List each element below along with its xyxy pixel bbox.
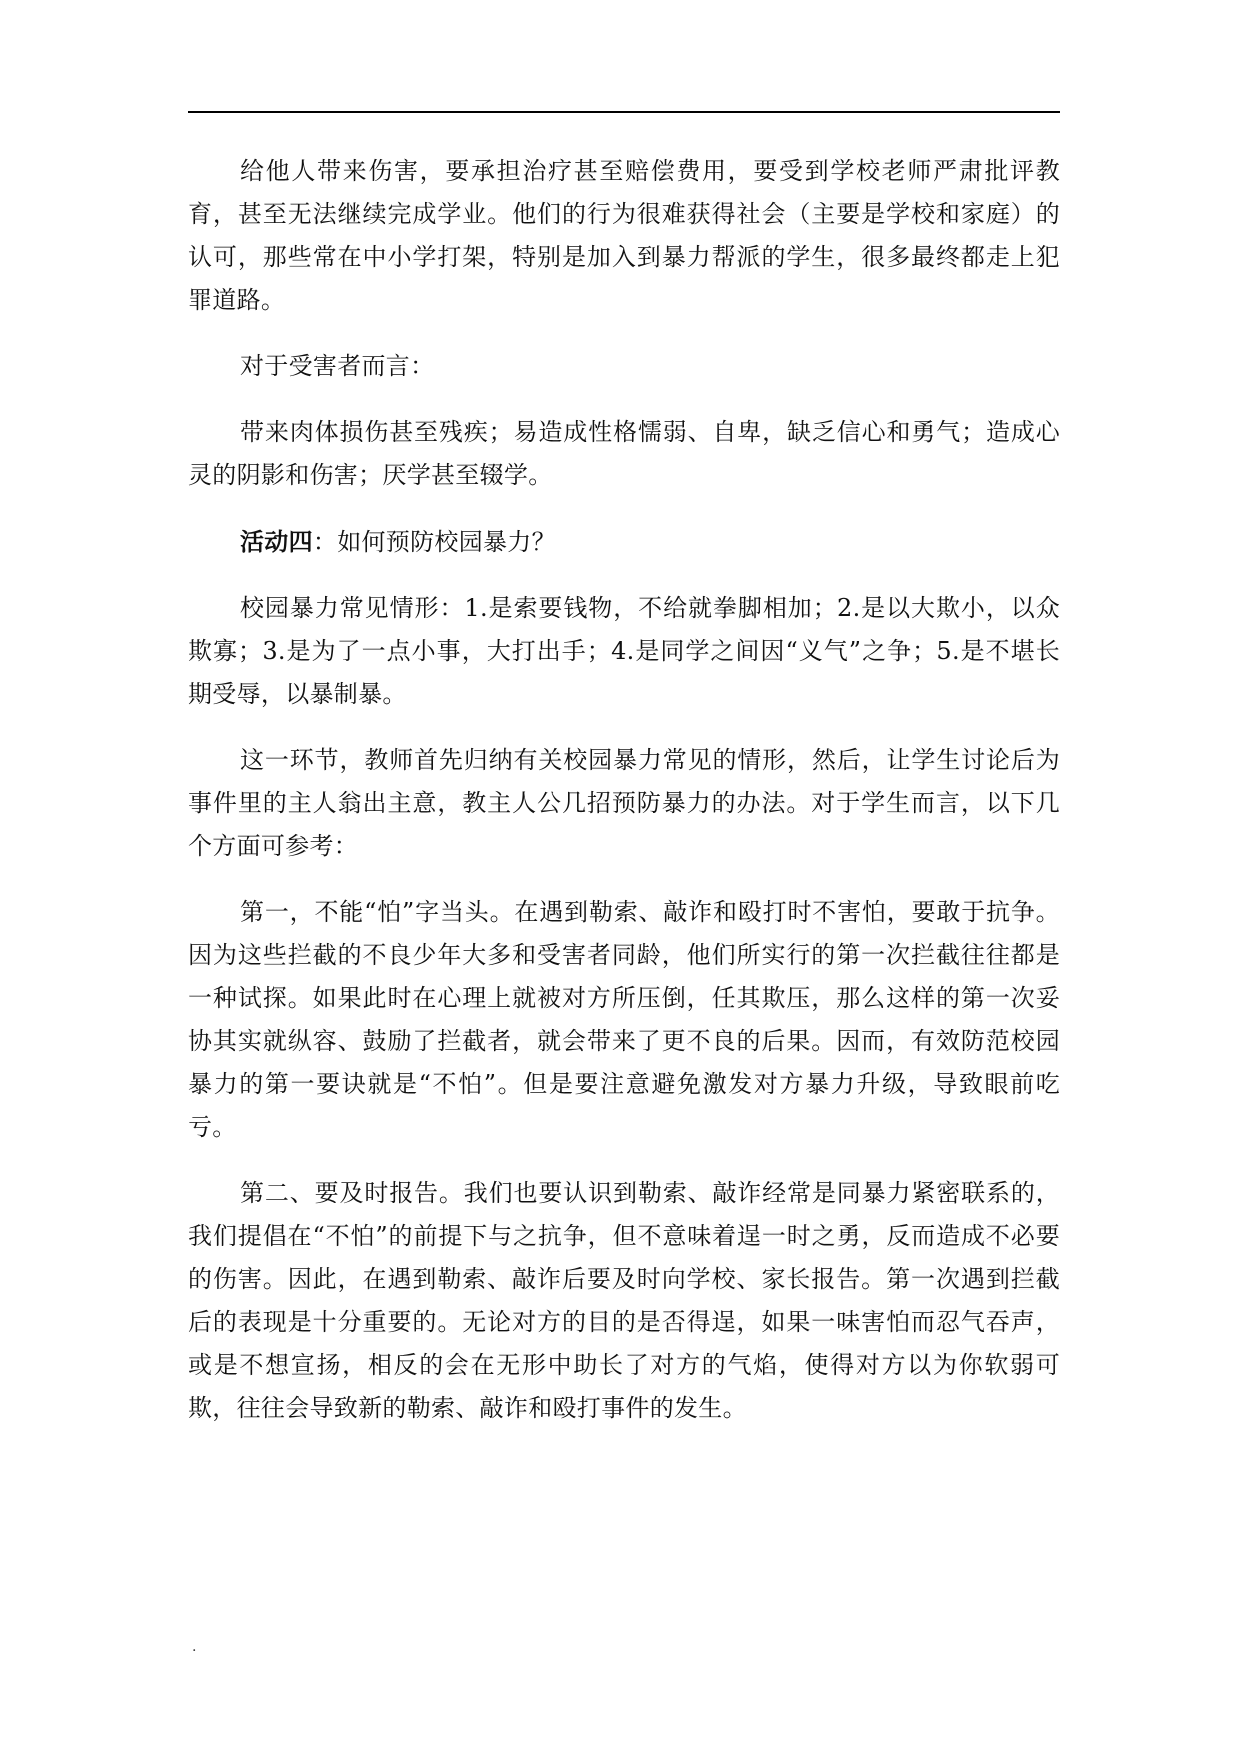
paragraph-second-point: 第二、要及时报告。我们也要认识到勒索、敲诈经常是同暴力紧密联系的，我们提倡在“不怕”的前提下与之抗争，但不意味着逞一时之勇，反而造成不必要的伤害。因此，在遇到勒索、敲诈后要及时向学校、家长报告。第一次遇到拦截后的表现是十分重要的。无论对方的目的是否得逞，如果一味害怕而忍气吞声，或是不想宣扬，相反的会在无形中助长了对方的气焰，使得对方以为你软弱可欺，往往会导致新的勒索、敲诈和殴打事件的发生。 <box>188 1179 1060 1422</box>
paragraph-victim-effects: 带来肉体损伤甚至残疾；易造成性格懦弱、自卑，缺乏信心和勇气；造成心灵的阴影和伤害；厌学甚至辍学。 <box>188 418 1060 489</box>
document-body <box>188 150 1060 1453</box>
activity-four-title: ：如何预防校园暴力？ <box>312 528 556 556</box>
paragraph-first-point: 第一，不能“怕”字当头。在遇到勒索、敲诈和殴打时不害怕，要敢于抗争。因为这些拦截的不良少年大多和受害者同龄，他们所实行的第一次拦截往往都是一种试探。如果此时在心理上就被对方所压倒，任其欺压，那么这样的第一次妥协其实就纵容、鼓励了拦截者，就会带来了更不良的后果。因而，有效防范校园暴力的第一要诀就是“不怕”。但是要注意避免激发对方暴力升级，导致眼前吃亏。 <box>188 898 1060 1141</box>
paragraph-common-situations: 校园暴力常见情形：1.是索要钱物，不给就拳脚相加；2.是以大欺小，以众欺寡；3.是为了一点小事，大打出手；4.是同学之间因“义气”之争；5.是不堪长期受辱，以暴制暴。 <box>188 594 1060 708</box>
paragraph-teacher-summary: 这一环节，教师首先归纳有关校园暴力常见的情形，然后，让学生讨论后为事件里的主人翁出主意，教主人公几招预防暴力的办法。对于学生而言，以下几个方面可参考： <box>188 746 1060 860</box>
activity-four-label: 活动四 <box>240 527 313 556</box>
activity-four-heading <box>188 520 1060 564</box>
footer-mark: . <box>192 1639 197 1655</box>
paragraph-victim-intro: 对于受害者而言： <box>240 352 435 380</box>
paragraph-consequences-perpetrator: 给他人带来伤害，要承担治疗甚至赔偿费用，要受到学校老师严肃批评教育，甚至无法继续完成学业。他们的行为很难获得社会（主要是学校和家庭）的认可，那些常在中小学打架，特别是加入到暴力帮派的学生，很多最终都走上犯罪道路。 <box>188 157 1060 314</box>
header-rule <box>188 111 1060 113</box>
